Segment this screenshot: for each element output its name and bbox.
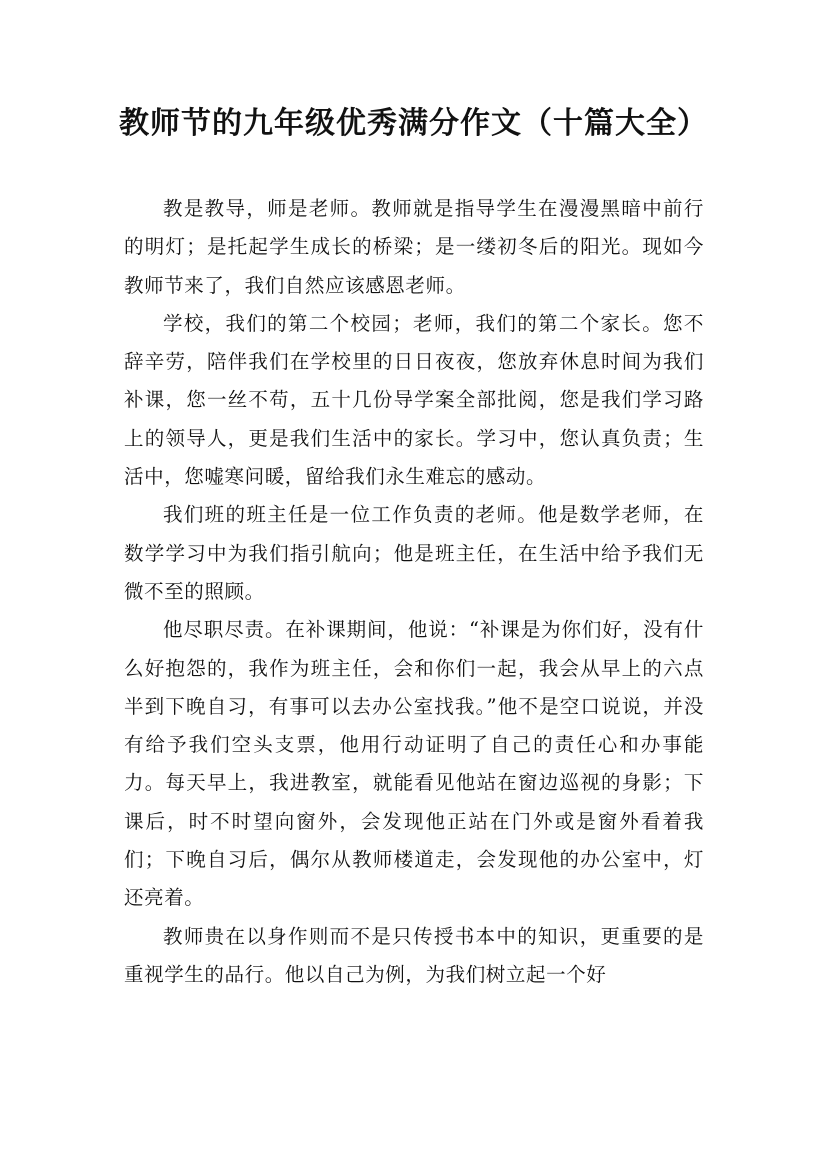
paragraph-2: 学校，我们的第二个校园；老师，我们的第二个家长。您不辞辛劳，陪伴我们在学校里的日日夜夜，您放弃休息时间为我们补课，您一丝不苟，五十几份导学案全部批阅，您是我们学习路上的领导人，更是我们生活中的家长。学习中，您认真负责；生活中，您嘘寒问暖，留给我们永生难忘的感动。 bbox=[124, 311, 704, 489]
paragraph-4: 他尽职尽责。在补课期间，他说：“补课是为你们好，没有什么好抱怨的，我作为班主任，会和你们一起，我会从早上的六点半到下晚自习，有事可以去办公室找我。”他不是空口说说，并没有给予我们空头支票，他用行动证明了自己的责任心和办事能力。每天早上，我进教室，就能看见他站在窗边巡视的身影；下课后，时不时望向窗外，会发现他正站在门外或是窗外看着我们；下晚自习后，偶尔从教师楼道走，会发现他的办公室中，灯还亮着。 bbox=[124, 618, 704, 910]
paragraph-5: 教师贵在以身作则而不是只传授书本中的知识，更重要的是重视学生的品行。他以自己为例，为我们树立起一个好 bbox=[124, 924, 704, 986]
document-title: 教师节的九年级优秀满分作文（十篇大全） bbox=[119, 106, 708, 141]
paragraph-1: 教是教导，师是老师。教师就是指导学生在漫漫黑暗中前行的明灯；是托起学生成长的桥梁；是一缕初冬后的阳光。现如今教师节来了，我们自然应该感恩老师。 bbox=[124, 197, 704, 297]
paragraph-3: 我们班的班主任是一位工作负责的老师。他是数学老师，在数学学习中为我们指引航向；他是班主任，在生活中给予我们无微不至的照顾。 bbox=[124, 503, 704, 603]
document-body bbox=[124, 190, 704, 994]
